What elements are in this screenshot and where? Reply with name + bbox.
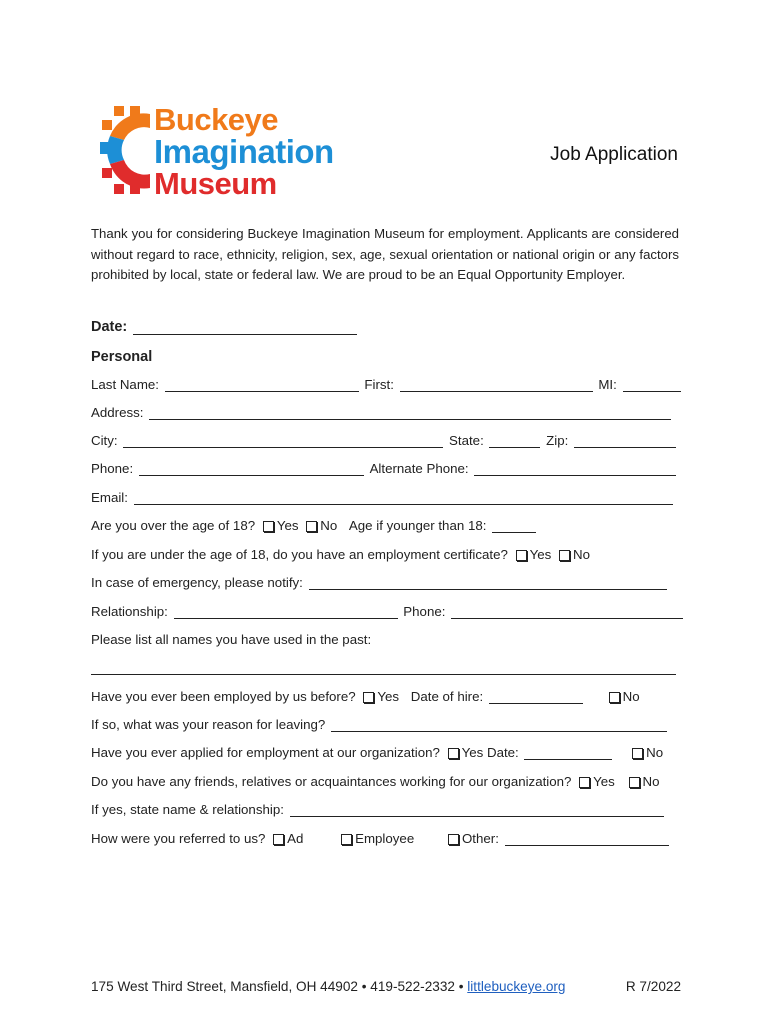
museum-logo — [100, 102, 358, 200]
friends-no-label: No — [642, 774, 660, 789]
state-name-row — [91, 802, 681, 822]
relationship-phone-label: Phone: — [403, 604, 446, 619]
phone-label: Phone: — [91, 461, 134, 476]
referred-other-checkbox[interactable] — [448, 834, 459, 845]
age-yes-label: Yes — [276, 518, 299, 533]
first-name-field[interactable] — [400, 378, 593, 392]
relationship-label: Relationship: — [91, 604, 168, 619]
referred-employee-label: Employee — [355, 831, 415, 846]
friends-row — [91, 774, 681, 794]
age-question: Are you over the age of 18? — [91, 518, 256, 533]
names-used-line-row — [91, 660, 681, 680]
age-no-label: No — [320, 518, 338, 533]
page-title: Job Application — [550, 144, 678, 165]
personal-heading: Personal — [91, 349, 153, 365]
reason-field[interactable] — [331, 718, 667, 732]
cert-no-label: No — [573, 547, 591, 562]
applied-question: Have you ever applied for employment at our organization? — [91, 745, 440, 760]
email-label: Email: — [91, 490, 128, 505]
employed-no-label: No — [622, 689, 640, 704]
names-used-field[interactable] — [91, 661, 676, 675]
date-of-hire-field[interactable] — [489, 690, 583, 704]
personal-heading-row — [91, 349, 681, 369]
date-label: Date: — [91, 319, 128, 335]
referred-other-label: Other: — [461, 831, 499, 846]
first-name-label: First: — [364, 377, 394, 392]
names-used-label: Please list all names you have used in the past: — [91, 632, 372, 647]
emergency-field[interactable] — [309, 576, 667, 590]
alt-phone-field[interactable] — [474, 462, 676, 476]
state-field[interactable] — [489, 434, 540, 448]
reason-label: If so, what was your reason for leaving? — [91, 717, 326, 732]
age-field[interactable] — [492, 519, 536, 533]
name-row — [91, 377, 681, 397]
names-used-row — [91, 632, 681, 652]
referred-row — [91, 831, 681, 851]
emergency-row — [91, 575, 681, 595]
page-footer — [91, 979, 681, 994]
referred-ad-label: Ad — [287, 831, 304, 846]
date-of-hire-label: Date of hire: — [410, 689, 484, 704]
employed-yes-checkbox[interactable] — [363, 692, 374, 703]
zip-label: Zip: — [546, 433, 569, 448]
referred-employee-checkbox[interactable] — [341, 834, 352, 845]
city-label: City: — [91, 433, 118, 448]
last-name-label: Last Name: — [91, 377, 159, 392]
emergency-label: In case of emergency, please notify: — [91, 575, 303, 590]
age-no-checkbox[interactable] — [306, 521, 317, 532]
last-name-field[interactable] — [165, 378, 359, 392]
cert-yes-label: Yes — [529, 547, 552, 562]
alt-phone-label: Alternate Phone: — [369, 461, 469, 476]
relationship-field[interactable] — [174, 605, 398, 619]
applied-row — [91, 745, 681, 765]
logo-word-buckeye: Buckeye — [154, 102, 279, 137]
relationship-phone-field[interactable] — [451, 605, 683, 619]
referred-other-field[interactable] — [505, 832, 669, 846]
state-name-label: If yes, state name & relationship: — [91, 802, 284, 817]
applied-yes-checkbox[interactable] — [448, 748, 459, 759]
cert-no-checkbox[interactable] — [559, 550, 570, 561]
friends-no-checkbox[interactable] — [629, 777, 640, 788]
date-field[interactable] — [133, 321, 357, 335]
friends-yes-label: Yes — [593, 774, 615, 789]
applied-no-checkbox[interactable] — [632, 748, 643, 759]
date-row — [91, 319, 681, 339]
city-field[interactable] — [123, 434, 443, 448]
logo-word-museum: Museum — [154, 166, 277, 201]
referred-ad-checkbox[interactable] — [273, 834, 284, 845]
mi-field[interactable] — [623, 378, 681, 392]
address-label: Address: — [91, 405, 144, 420]
mi-label: MI: — [598, 377, 617, 392]
employed-question: Have you ever been employed by us before? — [91, 689, 356, 704]
phone-field[interactable] — [139, 462, 364, 476]
email-field[interactable] — [134, 491, 673, 505]
applied-date-field[interactable] — [524, 746, 612, 760]
address-field[interactable] — [149, 406, 671, 420]
state-label: State: — [449, 433, 484, 448]
friends-yes-checkbox[interactable] — [579, 777, 590, 788]
employed-yes-label: Yes — [377, 689, 400, 704]
applied-yes-date-label: Yes Date: — [461, 745, 519, 760]
cert-yes-checkbox[interactable] — [516, 550, 527, 561]
logo-word-imagination: Imagination — [154, 133, 334, 170]
friends-question: Do you have any friends, relatives or acquaintances working for our organization? — [91, 774, 572, 789]
website-link[interactable]: littlebuckeye.org — [467, 979, 566, 994]
footer-address: 175 West Third Street, Mansfield, OH 44902 • 419-522-2332 • — [91, 979, 468, 994]
applied-no-label: No — [646, 745, 664, 760]
zip-field[interactable] — [574, 434, 676, 448]
state-name-field[interactable] — [290, 803, 664, 817]
gear-icon — [100, 102, 156, 200]
revision-label: R 7/2022 — [625, 979, 681, 994]
intro-paragraph: Thank you for considering Buckeye Imagination Museum for employment. Applicants are considered without regard to race, ethnicity, religion, sex, age, sexual orientation or national origin or any factors prohibited by local, state or federal law. We are proud to be an Equal Opportunity Employer. — [91, 226, 679, 282]
employed-row — [91, 689, 681, 709]
city-row — [91, 433, 681, 453]
referred-question: How were you referred to us? — [91, 831, 266, 846]
age-row — [91, 518, 681, 538]
email-row — [91, 490, 681, 510]
certificate-row — [91, 547, 681, 567]
employed-no-checkbox[interactable] — [609, 692, 620, 703]
reason-row — [91, 717, 681, 737]
phone-row — [91, 461, 681, 481]
age-yes-checkbox[interactable] — [263, 521, 274, 532]
address-row — [91, 405, 681, 425]
certificate-question: If you are under the age of 18, do you have an employment certificate? — [91, 547, 508, 562]
relationship-row — [91, 604, 681, 624]
age-younger-label: Age if younger than 18: — [348, 518, 487, 533]
